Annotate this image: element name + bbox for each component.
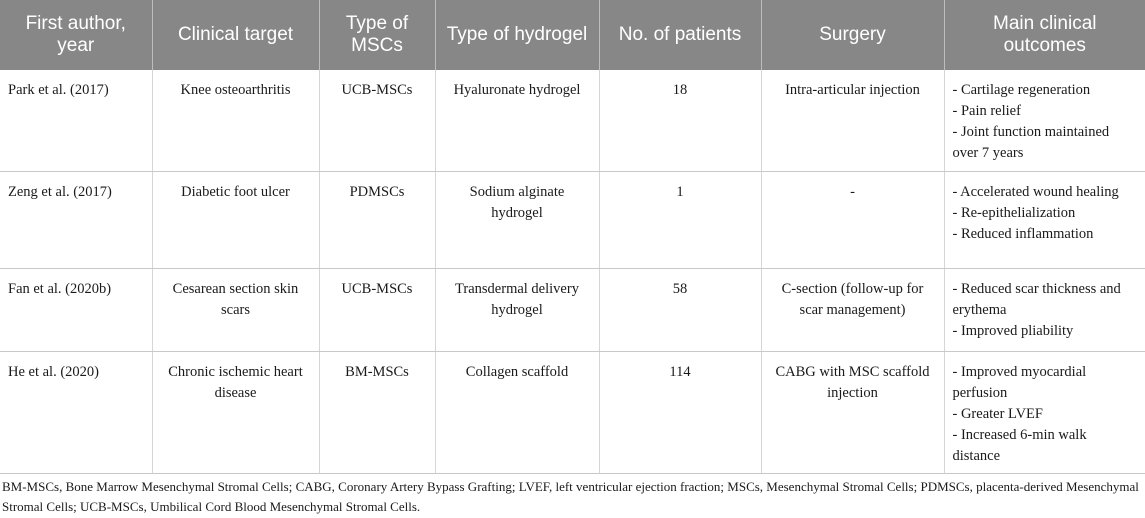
cell-patients: 58 xyxy=(599,268,761,351)
header-msc-type: Type of MSCs xyxy=(319,0,435,70)
table-row xyxy=(0,268,1145,351)
cell-outcomes xyxy=(944,351,1145,473)
header-hydrogel-type: Type of hydrogel xyxy=(435,0,599,70)
cell-patients: 18 xyxy=(599,70,761,171)
cell-author: He et al. (2020) xyxy=(0,351,152,473)
cell-surgery: C-section (follow-up for scar management) xyxy=(761,268,944,351)
cell-author: Park et al. (2017) xyxy=(0,70,152,171)
outcome-item: - Pain relief xyxy=(952,103,1021,119)
cell-surgery: CABG with MSC scaffold injection xyxy=(761,351,944,473)
outcome-item: - Improved pliability xyxy=(952,322,1074,339)
cell-target: Cesarean section skin scars xyxy=(152,268,319,351)
header-author: First author, year xyxy=(0,0,152,70)
header-outcomes: Main clinical outcomes xyxy=(944,0,1145,70)
cell-outcomes xyxy=(944,268,1145,351)
cell-target: Knee osteoarthritis xyxy=(152,70,319,171)
cell-surgery: - xyxy=(761,171,944,268)
cell-hydrogel: Sodium alginate hydrogel xyxy=(435,171,599,268)
outcome-item: - Reduced scar thickness and erythema xyxy=(952,280,1121,318)
cell-msc: UCB-MSCs xyxy=(319,268,435,351)
cell-surgery: Intra-articular injection xyxy=(761,70,944,171)
cell-author: Fan et al. (2020b) xyxy=(0,268,152,351)
outcome-item: - Joint function maintained over 7 years xyxy=(952,124,1110,161)
cell-hydrogel: Collagen scaffold xyxy=(435,351,599,473)
cell-outcomes xyxy=(944,171,1145,268)
table-row xyxy=(0,351,1145,473)
outcome-item: - Reduced inflammation xyxy=(952,225,1094,242)
outcome-item: - Increased 6-min walk distance xyxy=(952,426,1087,464)
cell-hydrogel: Hyaluronate hydrogel xyxy=(435,70,599,171)
table-row xyxy=(0,171,1145,268)
outcome-item: - Improved myocardial perfusion xyxy=(952,363,1087,401)
cell-target: Diabetic foot ulcer xyxy=(152,171,319,268)
cell-author: Zeng et al. (2017) xyxy=(0,171,152,268)
table-row xyxy=(0,70,1145,171)
header-surgery: Surgery xyxy=(761,0,944,70)
table-footnote: BM-MSCs, Bone Marrow Mesenchymal Stromal Cells; CABG, Coronary Artery Bypass Grafting; LVEF, left ventricular ejection fraction; MSCs, Mesenchymal Stromal Cells; PDMSCs, placenta-derived Mesenchymal Stromal Cells; UCB-MSCs, Umbilical Cord Blood Mesenchymal Stromal Cells. xyxy=(2,479,1139,514)
cell-msc: UCB-MSCs xyxy=(319,70,435,171)
header-patients: No. of patients xyxy=(599,0,761,70)
header-row xyxy=(0,0,1145,70)
cell-outcomes xyxy=(944,70,1145,171)
cell-hydrogel: Transdermal delivery hydrogel xyxy=(435,268,599,351)
outcome-item: - Greater LVEF xyxy=(952,405,1043,422)
cell-patients: 1 xyxy=(599,171,761,268)
cell-patients: 114 xyxy=(599,351,761,473)
outcome-item: - Re-epithelialization xyxy=(952,204,1076,221)
cell-target: Chronic ischemic heart disease xyxy=(152,351,319,473)
outcome-item: - Accelerated wound healing xyxy=(952,183,1119,200)
outcome-item: - Cartilage regeneration xyxy=(952,82,1091,98)
header-clinical-target: Clinical target xyxy=(152,0,319,70)
cell-msc: PDMSCs xyxy=(319,171,435,268)
cell-msc: BM-MSCs xyxy=(319,351,435,473)
